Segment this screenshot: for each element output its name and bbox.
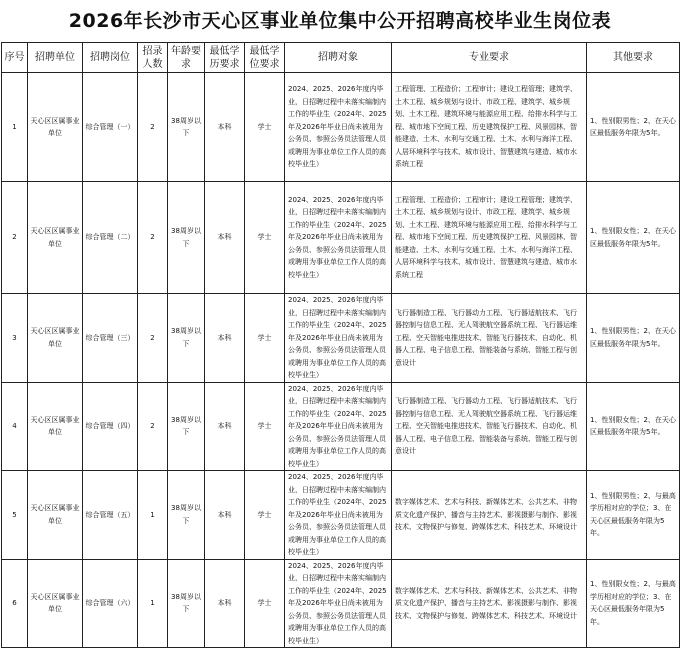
cell-other: 1、性别限女性；2、在天心区最低服务年限为5年。 <box>587 182 680 294</box>
cell-edu: 本科 <box>205 294 245 383</box>
cell-major: 数字媒体艺术、艺术与科技、新媒体艺术、公共艺术、非物质文化遗产保护、播音与主持艺术、影视摄影与制作、影视技术、文物保护与修复、跨媒体艺术、科技艺术、环境设计 <box>392 559 587 648</box>
cell-unit: 天心区区属事业单位 <box>28 559 83 648</box>
page-title: 2026年长沙市天心区事业单位集中公开招聘高校毕业生岗位表 <box>68 10 612 32</box>
cell-age: 38周岁以下 <box>168 294 205 383</box>
cell-other: 1、性别限男性；2、在天心区最低服务年限为5年。 <box>587 294 680 383</box>
cell-edu: 本科 <box>205 559 245 648</box>
cell-post: 综合管理（一） <box>83 73 138 182</box>
table-row <box>2 382 680 471</box>
cell-unit: 天心区区属事业单位 <box>28 382 83 471</box>
cell-post: 综合管理（三） <box>83 294 138 383</box>
cell-post: 综合管理（四） <box>83 382 138 471</box>
cell-unit: 天心区区属事业单位 <box>28 294 83 383</box>
cell-degree: 学士 <box>245 294 285 383</box>
cell-target: 2024、2025、2026年度内毕业，日招聘过程中未落实编制内工作的毕业生（2024年、2025年及2026年毕业日尚未被用为公务员、参照公务员法管理人员或聘用为事业单位工作人员的高校毕业生） <box>285 382 392 471</box>
cell-age: 38周岁以下 <box>168 471 205 560</box>
header-seq: 序号 <box>2 43 28 73</box>
header-target: 招聘对象 <box>285 43 392 73</box>
cell-seq: 3 <box>2 294 28 383</box>
cell-num: 2 <box>138 182 168 294</box>
cell-other: 1、性别限男性；2、与最高学历相对应的学位；3、在天心区最低服务年限为5年。 <box>587 471 680 560</box>
cell-target: 2024、2025、2026年度内毕业，日招聘过程中未落实编制内工作的毕业生（2024年、2025年及2026年毕业日尚未被用为公务员、参照公务员法管理人员或聘用为事业单位工作人员的高校毕业生） <box>285 182 392 294</box>
cell-num: 2 <box>138 73 168 182</box>
cell-age: 38周岁以下 <box>168 382 205 471</box>
positions-table <box>1 42 680 648</box>
cell-target: 2024、2025、2026年度内毕业，日招聘过程中未落实编制内工作的毕业生（2024年、2025年及2026年毕业日尚未被用为公务员、参照公务员法管理人员或聘用为事业单位工作人员的高校毕业生） <box>285 559 392 648</box>
cell-num: 2 <box>138 382 168 471</box>
header-post: 招聘岗位 <box>83 43 138 73</box>
header-edu: 最低学历要求 <box>205 43 245 73</box>
table-row <box>2 182 680 294</box>
cell-edu: 本科 <box>205 471 245 560</box>
cell-major: 飞行器制造工程、飞行器动力工程、飞行器适航技术、飞行器控制与信息工程、无人驾驶航空器系统工程、飞行器运维工程、空天智能电推进技术、智能飞行器技术、自动化、机器人工程、电子信息工程、智能装备与系统、智能工程与创意设计 <box>392 294 587 383</box>
cell-target: 2024、2025、2026年度内毕业，日招聘过程中未落实编制内工作的毕业生（2024年、2025年及2026年毕业日尚未被用为公务员、参照公务员法管理人员或聘用为事业单位工作人员的高校毕业生） <box>285 294 392 383</box>
cell-target: 2024、2025、2026年度内毕业，日招聘过程中未落实编制内工作的毕业生（2024年、2025年及2026年毕业日尚未被用为公务员、参照公务员法管理人员或聘用为事业单位工作人员的高校毕业生） <box>285 73 392 182</box>
cell-unit: 天心区区属事业单位 <box>28 471 83 560</box>
header-age: 年龄要求 <box>168 43 205 73</box>
header-row <box>2 43 680 73</box>
cell-major: 飞行器制造工程、飞行器动力工程、飞行器适航技术、飞行器控制与信息工程、无人驾驶航空器系统工程、飞行器运维工程、空天智能电推进技术、智能飞行器技术、自动化、机器人工程、电子信息工程、智能装备与系统、智能工程与创意设计 <box>392 382 587 471</box>
cell-age: 38周岁以下 <box>168 73 205 182</box>
cell-edu: 本科 <box>205 182 245 294</box>
table-row <box>2 471 680 560</box>
cell-post: 综合管理（六） <box>83 559 138 648</box>
cell-other: 1、性别限女性；2、在天心区最低服务年限为5年。 <box>587 382 680 471</box>
cell-degree: 学士 <box>245 471 285 560</box>
cell-major: 工程管理、工程造价；工程审计；建设工程管理；建筑学、土木工程、城乡规划与设计、市政工程、建筑学、城乡规划、土木工程、建筑环境与能源应用工程、给排水科学与工程、城市地下空间工程、历史建筑保护工程、风景园林、智能建造、土木、水利与交通工程、土木、水利与海洋工程、人居环境科学与技术、城市设计、智慧建筑与建造、城市水系统工程 <box>392 73 587 182</box>
cell-edu: 本科 <box>205 73 245 182</box>
table-row <box>2 559 680 648</box>
cell-unit: 天心区区属事业单位 <box>28 73 83 182</box>
cell-other: 1、性别限男性；2、在天心区最低服务年限为5年。 <box>587 73 680 182</box>
cell-seq: 2 <box>2 182 28 294</box>
table-row <box>2 294 680 383</box>
cell-num: 1 <box>138 471 168 560</box>
header-num: 招录人数 <box>138 43 168 73</box>
header-degree: 最低学位要求 <box>245 43 285 73</box>
cell-num: 2 <box>138 294 168 383</box>
header-unit: 招聘单位 <box>28 43 83 73</box>
cell-seq: 6 <box>2 559 28 648</box>
cell-age: 38周岁以下 <box>168 559 205 648</box>
cell-post: 综合管理（五） <box>83 471 138 560</box>
cell-seq: 4 <box>2 382 28 471</box>
cell-degree: 学士 <box>245 182 285 294</box>
cell-other: 1、性别限女性；2、与最高学历相对应的学位；3、在天心区最低服务年限为5年。 <box>587 559 680 648</box>
cell-edu: 本科 <box>205 382 245 471</box>
cell-post: 综合管理（二） <box>83 182 138 294</box>
cell-major: 工程管理、工程造价；工程审计；建设工程管理；建筑学、土木工程、城乡规划与设计、市政工程、建筑学、城乡规划、土木工程、建筑环境与能源应用工程、给排水科学与工程、城市地下空间工程、历史建筑保护工程、风景园林、智能建造、土木、水利与交通工程、土木、水利与海洋工程、人居环境科学与技术、城市设计、智慧建筑与建造、城市水系统工程 <box>392 182 587 294</box>
header-major: 专业要求 <box>392 43 587 73</box>
cell-target: 2024、2025、2026年度内毕业，日招聘过程中未落实编制内工作的毕业生（2024年、2025年及2026年毕业日尚未被用为公务员、参照公务员法管理人员或聘用为事业单位工作人员的高校毕业生） <box>285 471 392 560</box>
cell-age: 38周岁以下 <box>168 182 205 294</box>
cell-seq: 1 <box>2 73 28 182</box>
cell-seq: 5 <box>2 471 28 560</box>
cell-num: 1 <box>138 559 168 648</box>
cell-degree: 学士 <box>245 382 285 471</box>
cell-degree: 学士 <box>245 73 285 182</box>
cell-unit: 天心区区属事业单位 <box>28 182 83 294</box>
header-other: 其他要求 <box>587 43 680 73</box>
cell-major: 数字媒体艺术、艺术与科技、新媒体艺术、公共艺术、非物质文化遗产保护、播音与主持艺术、影视摄影与制作、影视技术、文物保护与修复、跨媒体艺术、科技艺术、环境设计 <box>392 471 587 560</box>
table-row <box>2 73 680 182</box>
cell-degree: 学士 <box>245 559 285 648</box>
